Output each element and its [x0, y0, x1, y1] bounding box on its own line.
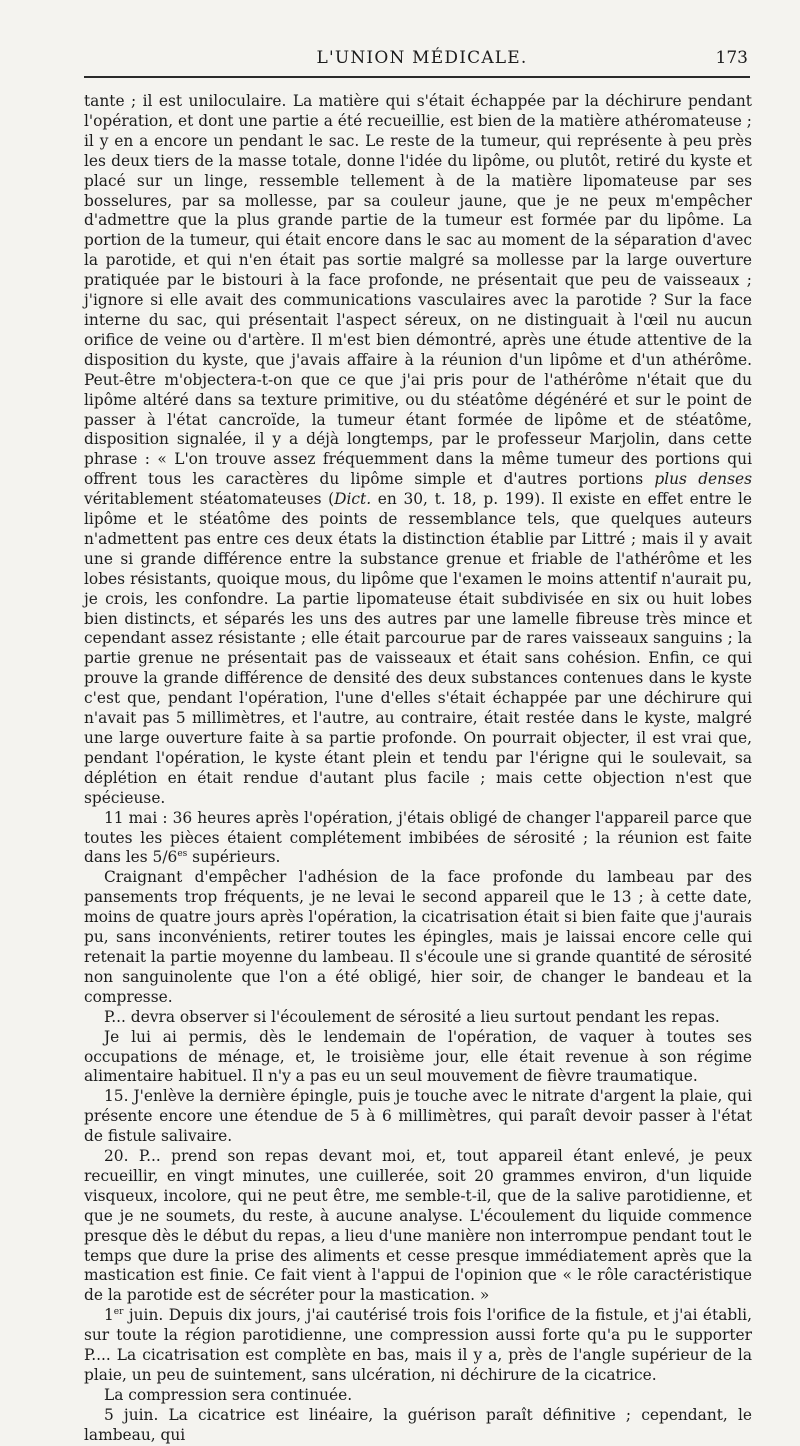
running-title: L'UNION MÉDICALE.	[316, 48, 528, 68]
paragraph-p4	[84, 1008, 752, 1028]
text-segment: es	[177, 849, 188, 860]
text-segment: er	[113, 1307, 124, 1318]
text-segment: 11 mai : 36 heures après l'opération, j'étais obligé de changer l'appareil parce que toutes les pièces étaient complétement imbibées de sérosité ; la réunion est faite dans les 5/6	[84, 808, 752, 867]
body-text	[84, 92, 752, 1446]
paragraph-p1	[84, 92, 752, 809]
text-segment: supérieurs.	[187, 848, 281, 867]
text-segment: La compression sera continuée.	[104, 1385, 353, 1404]
paragraph-p9	[84, 1386, 752, 1406]
text-segment: P... devra observer si l'écoulement de sérosité a lieu surtout pendant les repas.	[104, 1007, 720, 1026]
paragraph-p10	[84, 1406, 752, 1446]
paragraph-p5	[84, 1028, 752, 1088]
text-segment: Je lui ai permis, dès le lendemain de l'opération, de vaquer à toutes ses occupations de ménage, et, le troisième jour, elle était revenue à son régime alimentaire habituel. Il n'y a pas eu un seul mouvement de fièvre traumatique.	[84, 1027, 752, 1086]
text-segment: Dict.	[334, 490, 372, 509]
text-segment: 1	[104, 1306, 114, 1325]
paragraph-p3	[84, 868, 752, 1007]
text-segment: véritablement stéatomateuses (	[84, 490, 335, 509]
paragraph-p6	[84, 1087, 752, 1147]
text-segment: 5 juin. La cicatrice est linéaire, la guérison paraît définitive ; cependant, le lambeau, qui	[84, 1405, 752, 1444]
text-segment: juin. Depuis dix jours, j'ai cautérisé trois fois l'orifice de la fistule, et j'ai établi, sur toute la région parotidienne, une compression aussi forte qu'a pu le supporter P.... La cicatrisation est complète en bas, mais il y a, près de l'angle supérieur de la plaie, un peu de suintement, sans ulcération, ni déchirure de la cicatrice.	[84, 1306, 752, 1384]
text-segment: 15. J'enlève la dernière épingle, puis je touche avec le nitrate d'argent la plaie, qui présente encore une étendue de 5 à 6 millimètres, qui paraît devoir passer à l'état de fistule salivaire.	[84, 1087, 752, 1146]
text-segment: Craignant d'empêcher l'adhésion de la face profonde du lambeau par des pansements trop fréquents, je ne levai le second appareil que le 13 ; à cette date, moins de quatre jours après l'opération, la cicatrisation était si bien faite que j'aurais pu, sans inconvénients, retirer toutes les épingles, mais je laissai encore celle qui retenait la partie moyenne du lambeau. Il s'écoule une si grande quantité de sérosité non sanguinolente que l'on a été obligé, hier soir, de changer le bandeau et la compresse.	[84, 868, 752, 1006]
text-segment: en 30, t. 18, p. 199). Il existe en effet entre le lipôme et le stéatôme des points de ressemblance tels, que quelques auteurs n'admettent pas entre ces deux états la distinction établie par Littré ; mais il y avait une si grande différence entre la substance grenue et friable de l'athérôme et les lobes résistants, quoique mous, du lipôme que l'examen le moins attentif n'aurait pu, je crois, les confondre. La partie lipomateuse était subdivisée en six ou huit lobes bien distincts, et séparés les uns des autres par une lamelle fibreuse très mince et cependant assez résistante ; elle était parcourue par de rares vaisseaux sanguins ; la partie grenue ne présentait pas de vaisseaux et était sans cohésion. Enfin, ce qui prouve la grande différence de densité des deux substances contenues dans le kyste c'est que, pendant l'opération, l'une d'elles s'était échappée par une déchirure qui n'avait pas 5 millimètres, et l'autre, au contraire, était restée dans le kyste, malgré une large ouverture faite à sa partie profonde. On pourrait objecter, il est vrai que, pendant l'opération, le kyste étant plein et tendu par l'érigne qui le soulevait, sa déplétion en était rendue d'autant plus facile ; mais cette objection n'est que spécieuse.	[84, 490, 752, 807]
paragraph-p7	[84, 1147, 752, 1306]
text-segment: tante ; il est uniloculaire. La matière qui s'était échappée par la déchirure pendant l'opération, et dont une partie a été recueillie, est bien de la matière athéromateuse ; il y en a encore un pendant le sac. Le reste de la tumeur, qui représente à peu près les deux tiers de la masse totale, donne l'idée du lipôme, ou plutôt, retiré du kyste et placé sur un linge, ressemble tellement à de la matière lipomateuse par ses bosselures, par sa mollesse, par sa couleur jaune, que je ne peux m'empêcher d'admettre que la plus grande partie de la tumeur est formée par du lipôme. La portion de la tumeur, qui était encore dans le sac au moment de la séparation d'avec la parotide, et qui n'en était pas sortie malgré sa mollesse par la large ouverture pratiquée par le bistouri à la face profonde, ne présentait que peu de vaisseaux ; j'ignore si elle avait des communications vasculaires avec la parotide ? Sur la face interne du sac, qui présentait l'aspect séreux, on ne distinguait à l'œil nu aucun orifice de veine ou d'artère. Il m'est bien démontré, après une étude attentive de la disposition du kyste, que j'avais affaire à la réunion d'un lipôme et d'un athérôme. Peut-être m'objectera-t-on que ce que j'ai pris pour de l'athérôme n'était que du lipôme altéré dans sa texture primitive, ou du stéatôme dégénéré et sur le point de passer à l'état cancroïde, la tumeur étant formée de lipôme et de stéatôme, disposition signalée, il y a déjà longtemps, par le professeur Marjolin, dans cette phrase : « L'on trouve assez fréquemment dans la même tumeur des portions qui offrent tous les caractères du lipôme simple et d'autres portions	[84, 92, 752, 489]
text-segment: 20. P... prend son repas devant moi, et, tout appareil étant enlevé, je peux recueillir, en vingt minutes, une cuillerée, soit 20 grammes environ, d'un liquide visqueux, incolore, qui ne peut être, me semble-t-il, que de la salive parotidienne, et que je ne soumets, du reste, à aucune analyse. L'écoulement du liquide commence presque dès le début du repas, a lieu d'une manière non interrompue pendant tout le temps que dure la prise des aliments et cesse presque immédiatement après que la mastication est finie. Ce fait vient à l'appui de l'opinion que « le rôle caractéristique de la parotide est de sécréter pour la mastication. »	[84, 1147, 752, 1305]
header-rule	[84, 76, 750, 78]
paragraph-p2	[84, 809, 752, 869]
text-segment: plus denses	[654, 470, 752, 489]
page-number: 173	[715, 48, 748, 68]
page-header	[84, 0, 760, 76]
paragraph-p8	[84, 1306, 752, 1386]
